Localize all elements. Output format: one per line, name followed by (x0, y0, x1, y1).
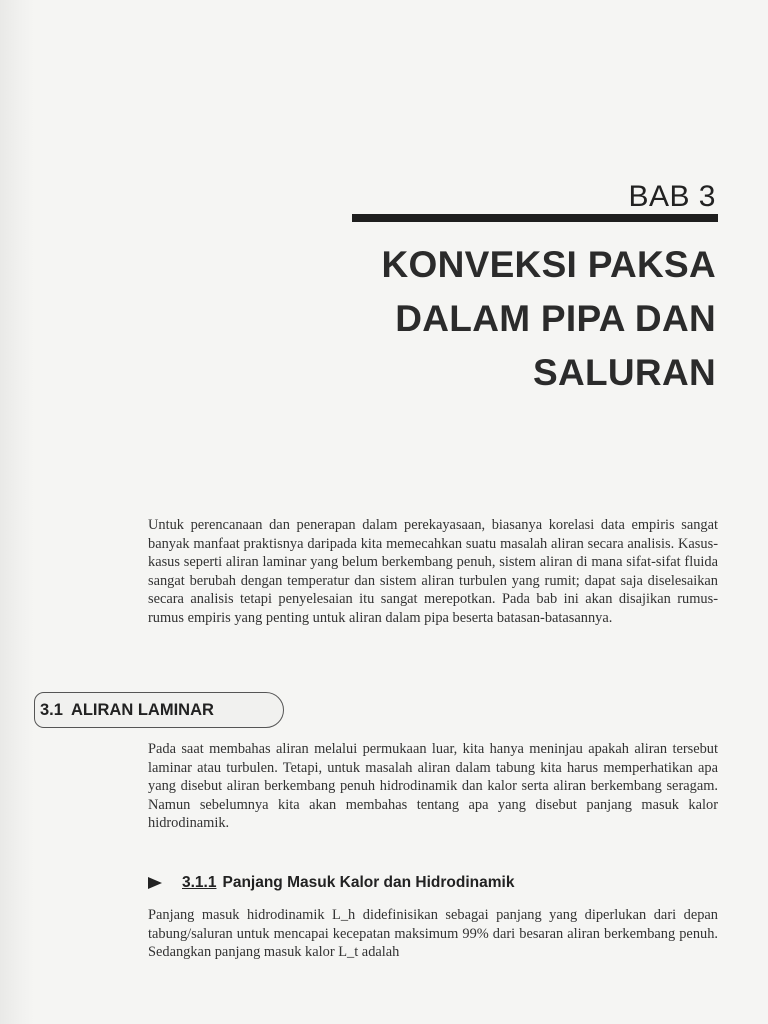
paragraph-line: Untuk perencanaan dan penerapan dalam perekayasaan, biasanya korelasi data (148, 517, 632, 533)
paragraph-line: Panjang masuk hidrodinamik L_h didefinisikan sebagai panjang yang diperlukan (148, 907, 654, 923)
chapter-rule (352, 214, 718, 222)
panjang-paragraph (148, 906, 718, 962)
section-title: ALIRAN LAMINAR (70, 700, 214, 719)
intro-paragraph (148, 516, 718, 628)
paragraph-line: disajikan rumus-rumus empiris yang penting untuk aliran dalam pipa beserta (148, 591, 718, 626)
paragraph-line: besaran aliran berkembang penuh. Sedangkan panjang masuk kalor L_t adalah (148, 925, 719, 961)
paragraph-line: secara analisis tetapi penyelesaian itu sangat merepotkan. Pada bab ini akan (148, 591, 619, 608)
arrow-right-icon (148, 877, 162, 889)
chapter-title-line: SALURAN (533, 352, 716, 393)
paragraph-line: kita harus memperhatikan apa yang disebut aliran berkembang penuh (148, 759, 718, 795)
binding-shadow (0, 0, 34, 1024)
paragraph-line: berkembang penuh, sistem aliran di mana sifat-sifat fluida sangat berubah (148, 554, 718, 589)
paragraph-line: aliran tersebut laminar atau turbulen. Tetapi, untuk masalah aliran dalam tabung (148, 741, 718, 776)
subsection-heading (148, 874, 514, 892)
section-number: 3.1 (40, 700, 63, 719)
chapter-title-line: DALAM PIPA DAN (395, 298, 716, 339)
section-heading (40, 694, 214, 726)
laminar-paragraph (148, 740, 718, 833)
paragraph-line: Pada saat membahas aliran melalui permukaan luar, kita hanya meninjau apakah (148, 741, 635, 757)
subsection-number: 3.1.1 (182, 874, 217, 891)
chapter-title-line: KONVEKSI PAKSA (381, 244, 716, 285)
paragraph-line: dari depan tabung/saluran untuk mencapai kecepatan maksimum 99% dari (148, 907, 718, 942)
paragraph-line: batasan-batasannya. (496, 609, 613, 626)
paragraph-line: hidrodinamik. (148, 815, 230, 832)
chapter-title (316, 238, 716, 400)
paragraph-line: hidrodinamik dan kalor serta aliran berkembang seragam. Namun sebelumnya (148, 778, 718, 813)
paragraph-line: dengan temperatur dan sistem aliran turbulen yang rumit; dapat saja diselesaikan (240, 572, 718, 589)
paragraph-line: empiris sangat banyak manfaat praktisnya daripada kita memecahkan suatu (148, 517, 718, 552)
paragraph-line: kita akan membahas tentang apa yang disebut panjang masuk kalor (278, 796, 719, 813)
subsection-title: Panjang Masuk Kalor dan Hidrodinamik (222, 874, 515, 891)
paragraph-line: masalah aliran secara analisis. Kasus-kasus seperti aliran laminar yang belum (148, 535, 718, 571)
chapter-label: BAB 3 (628, 180, 716, 213)
